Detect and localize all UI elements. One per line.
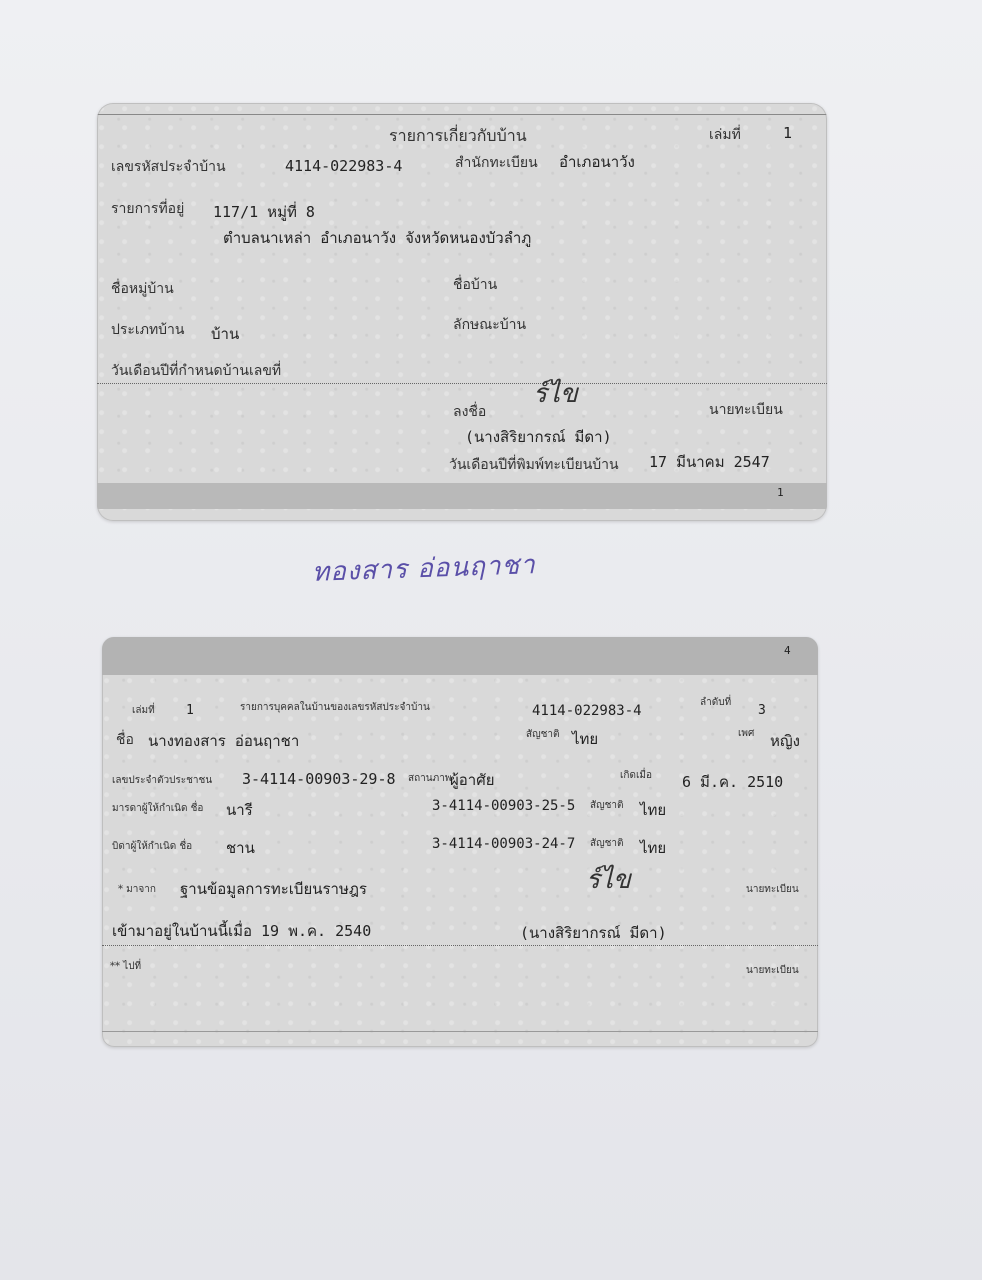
to-label: ** ไปที่ (110, 961, 142, 972)
father-name: ชาน (226, 839, 255, 857)
mother-label: มารดาผู้ให้กำเนิด ชื่อ (112, 803, 204, 814)
father-label: บิดาผู้ให้กำเนิด ชื่อ (112, 841, 193, 852)
address-label: รายการที่อยู่ (111, 201, 185, 217)
volume-no: 1 (186, 703, 194, 718)
volume-no: 1 (783, 124, 793, 142)
status-label: สถานภาพ (408, 773, 452, 784)
house-char-label: ลักษณะบ้าน (453, 317, 527, 333)
dotted-divider (102, 945, 818, 946)
status: ผู้อาศัย (450, 771, 495, 789)
father-nationality-label: สัญชาติ (590, 838, 624, 849)
mother-nationality-label: สัญชาติ (590, 800, 624, 811)
id-label: เลขประจำตัวประชาชน (112, 775, 213, 786)
registrar-label-2: นายทะเบียน (746, 965, 799, 976)
office-label: สำนักทะเบียน (455, 155, 538, 171)
dotted-divider (97, 383, 827, 384)
birth-date: 6 มี.ค. 2510 (682, 773, 784, 791)
registrar-signature: ร์ไข (533, 379, 578, 409)
name-label: ชื่อ (116, 732, 134, 748)
village-name-label: ชื่อหมู่บ้าน (111, 281, 174, 297)
moved-in: เข้ามาอยู่ในบ้านนี้เมื่อ 19 พ.ค. 2540 (112, 922, 372, 940)
father-nationality: ไทย (640, 839, 667, 857)
volume-label: เล่มที่ (132, 705, 155, 716)
order-no: 3 (758, 703, 766, 718)
house-code: 4114-022983-4 (532, 703, 642, 719)
nationality: ไทย (572, 730, 599, 748)
header-label: รายการบุคคลในบ้านของเลขรหัสประจำบ้าน (240, 702, 430, 713)
sex: หญิง (770, 732, 800, 750)
house-code: 4114-022983-4 (285, 157, 403, 175)
mother-nationality: ไทย (640, 801, 667, 819)
handwritten-name: ทองสาร อ่อนฤาชา (311, 550, 537, 588)
person-record-card (102, 637, 818, 1047)
registrar-label: นายทะเบียน (709, 402, 783, 418)
print-date: 17 มีนาคม 2547 (649, 453, 770, 471)
registrar-label: นายทะเบียน (746, 884, 799, 895)
assigned-date-label: วันเดือนปีที่กำหนดบ้านเลขที่ (111, 363, 282, 379)
address-line1: 117/1 หมู่ที่ 8 (213, 203, 315, 221)
house-type-label: ประเภทบ้าน (111, 322, 185, 338)
house-type: บ้าน (211, 325, 240, 343)
page-no: 1 (777, 486, 784, 499)
person-name: นางทองสาร อ่อนฤาชา (148, 732, 300, 750)
house-record-title: รายการเกี่ยวกับบ้าน (389, 126, 527, 145)
mother-id: 3-4114-00903-25-5 (432, 798, 576, 814)
father-id: 3-4114-00903-24-7 (432, 836, 576, 852)
nationality-label: สัญชาติ (526, 729, 560, 740)
sign-label: ลงชื่อ (453, 404, 487, 420)
office: อำเภอนาวัง (559, 153, 635, 171)
mother-name: นารี (226, 801, 253, 819)
from-label: * มาจาก (118, 884, 156, 895)
house-name-label: ชื่อบ้าน (453, 277, 498, 293)
from-value: ฐานข้อมูลการทะเบียนราษฎร (180, 880, 367, 898)
sex-label: เพศ (738, 728, 755, 739)
footer-strip (97, 483, 827, 509)
order-label: ลำดับที่ (700, 697, 732, 708)
bottom-border (102, 1031, 818, 1032)
house-record-card (97, 103, 827, 521)
page-no: 4 (784, 644, 791, 657)
registrar-name: (นางสิริยากรณ์ มีดา) (465, 428, 612, 446)
header-strip (102, 637, 818, 675)
registrar-name: (นางสิริยากรณ์ มีดา) (520, 924, 667, 942)
address-line2: ตำบลนาเหล่า อำเภอนาวัง จังหวัดหนองบัวลำภู (223, 229, 532, 247)
top-border (97, 114, 827, 115)
id-number: 3-4114-00903-29-8 (242, 770, 396, 788)
birth-label: เกิดเมื่อ (620, 770, 652, 781)
registrar-signature: ร์ไข (586, 865, 631, 895)
house-code-label: เลขรหัสประจำบ้าน (111, 159, 226, 175)
print-date-label: วันเดือนปีที่พิมพ์ทะเบียนบ้าน (449, 457, 619, 473)
volume-label: เล่มที่ (709, 127, 741, 143)
